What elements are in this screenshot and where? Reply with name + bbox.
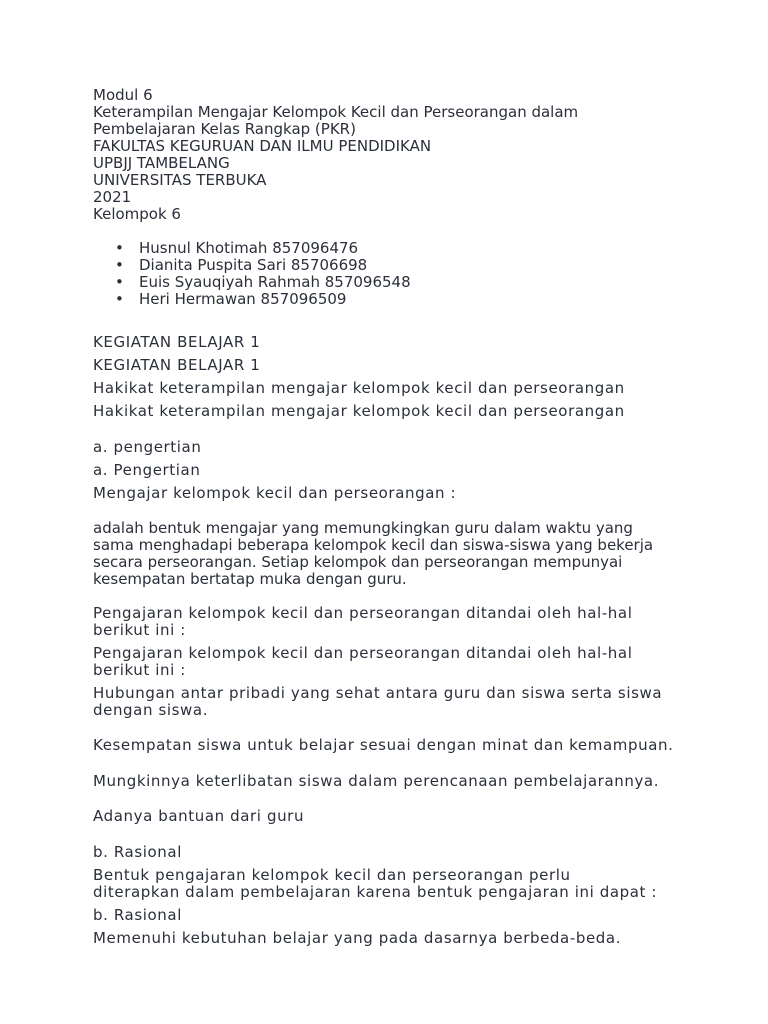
paragraph: Kesempatan siswa untuk belajar sesuai dengan minat dan kemampuan. bbox=[93, 736, 674, 754]
paragraph-line: adalah bentuk mengajar yang memungkingkan guru dalam waktu yang bbox=[93, 519, 633, 537]
subsection-heading: Hakikat keterampilan mengajar kelompok kecil dan perseorangan bbox=[93, 402, 625, 420]
paragraph-line: berikut ini : bbox=[93, 621, 186, 639]
upbjj-name: UPBJJ TAMBELANG bbox=[93, 154, 230, 172]
group-name: Kelompok 6 bbox=[93, 205, 181, 223]
module-title-line-2: Pembelajaran Kelas Rangkap (PKR) bbox=[93, 120, 356, 138]
list-item: • Euis Syauqiyah Rahmah 857096548 bbox=[139, 274, 693, 291]
module-title-line-1: Keterampilan Mengajar Kelompok Kecil dan Perseorangan dalam bbox=[93, 103, 579, 121]
point-heading: a. pengertian bbox=[93, 438, 202, 456]
paragraph: Mengajar kelompok kecil dan perseorangan : bbox=[93, 484, 457, 502]
paragraph-line: Pengajaran kelompok kecil dan perseorangan ditandai oleh hal-hal bbox=[93, 644, 633, 662]
document-header bbox=[93, 87, 693, 223]
member-list bbox=[93, 240, 693, 308]
paragraph-line: diterapkan dalam pembelajaran karena bentuk pengajaran ini dapat : bbox=[93, 883, 658, 901]
paragraph: Mungkinnya keterlibatan siswa dalam perencanaan pembelajarannya. bbox=[93, 772, 660, 790]
list-item: • Husnul Khotimah 857096476 bbox=[139, 240, 693, 257]
university-name: UNIVERSITAS TERBUKA bbox=[93, 171, 267, 189]
paragraph bbox=[93, 867, 693, 901]
paragraph bbox=[93, 605, 693, 639]
paragraph-line: Bentuk pengajaran kelompok kecil dan perseorangan perlu bbox=[93, 866, 571, 884]
list-item: • Dianita Puspita Sari 85706698 bbox=[139, 257, 693, 274]
section-heading: KEGIATAN BELAJAR 1 bbox=[93, 333, 261, 351]
point-heading: a. Pengertian bbox=[93, 461, 201, 479]
document-page bbox=[93, 87, 693, 947]
paragraph: Memenuhi kebutuhan belajar yang pada dasarnya berbeda-beda. bbox=[93, 929, 622, 947]
paragraph-line: dengan siswa. bbox=[93, 701, 209, 719]
year: 2021 bbox=[93, 188, 132, 206]
paragraph-line: sama menghadapi beberapa kelompok kecil dan siswa-siswa yang bekerja bbox=[93, 536, 654, 554]
paragraph-line: secara perseorangan. Setiap kelompok dan perseorangan mempunyai bbox=[93, 553, 623, 571]
subsection-heading: Hakikat keterampilan mengajar kelompok kecil dan perseorangan bbox=[93, 379, 625, 397]
list-item: • Heri Hermawan 857096509 bbox=[139, 291, 693, 308]
paragraph bbox=[93, 685, 693, 719]
paragraph-line: Hubungan antar pribadi yang sehat antara guru dan siswa serta siswa bbox=[93, 684, 663, 702]
paragraph: Adanya bantuan dari guru bbox=[93, 807, 305, 825]
definition-paragraph bbox=[93, 520, 693, 588]
section-heading: KEGIATAN BELAJAR 1 bbox=[93, 356, 261, 374]
paragraph-line: kesempatan bertatap muka dengan guru. bbox=[93, 570, 407, 588]
point-heading: b. Rasional bbox=[93, 843, 182, 861]
paragraph-line: berikut ini : bbox=[93, 661, 186, 679]
module-number: Modul 6 bbox=[93, 86, 153, 104]
point-heading: b. Rasional bbox=[93, 906, 182, 924]
paragraph bbox=[93, 645, 693, 679]
faculty-name: FAKULTAS KEGURUAN DAN ILMU PENDIDIKAN bbox=[93, 137, 432, 155]
paragraph-line: Pengajaran kelompok kecil dan perseorangan ditandai oleh hal-hal bbox=[93, 604, 633, 622]
